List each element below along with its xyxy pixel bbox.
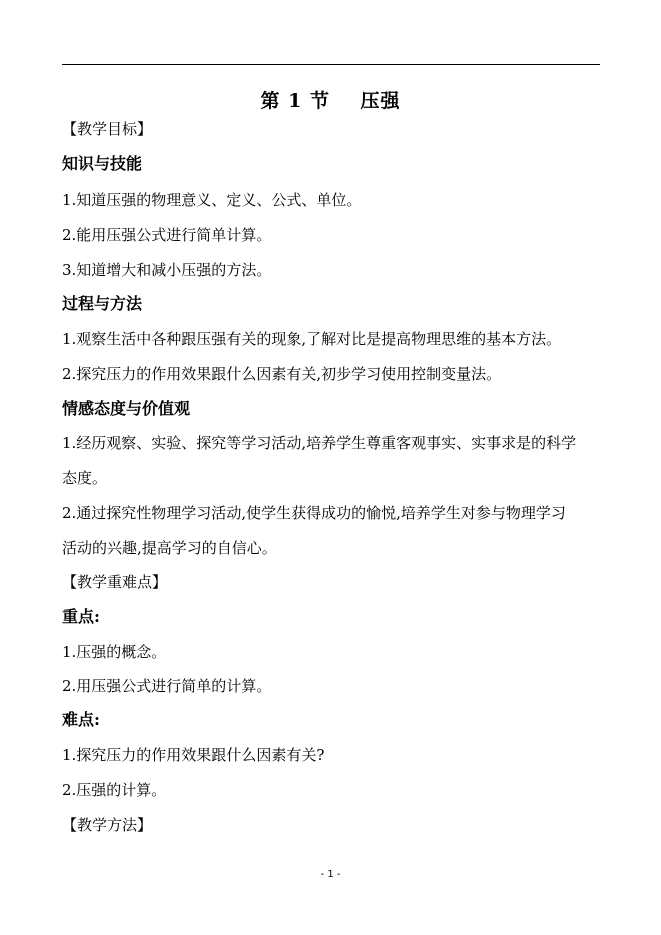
list-item: 1.探究压力的作用效果跟什么因素有关?: [62, 746, 325, 764]
subheading-emotion: 情感态度与价值观: [62, 399, 191, 418]
list-item-continuation: 态度。: [62, 469, 108, 487]
subheading-focus: 重点:: [62, 607, 100, 626]
list-item: 2.能用压强公式进行简单计算。: [62, 226, 272, 244]
section-header-keypoints: 【教学重难点】: [62, 573, 168, 591]
page-title: 第 1 节 压强: [260, 90, 401, 112]
list-item: 2.通过探究性物理学习活动,使学生获得成功的愉悦,培养学生对参与物理学习: [62, 504, 566, 522]
header-rule: [62, 64, 600, 65]
subheading-process: 过程与方法: [62, 294, 143, 313]
section-header-methods: 【教学方法】: [62, 816, 153, 834]
list-item: 2.探究压力的作用效果跟什么因素有关,初步学习使用控制变量法。: [62, 365, 502, 383]
list-item: 1.经历观察、实验、探究等学习活动,培养学生尊重客观事实、实事求是的科学: [62, 434, 577, 452]
subheading-difficulty: 难点:: [62, 710, 100, 729]
list-item: 1.知道压强的物理意义、定义、公式、单位。: [62, 191, 362, 209]
list-item: 1.观察生活中各种跟压强有关的现象,了解对比是提高物理思维的基本方法。: [62, 330, 562, 348]
list-item: 2.压强的计算。: [62, 781, 167, 799]
section-header-goals: 【教学目标】: [62, 120, 153, 138]
list-item-continuation: 活动的兴趣,提高学习的自信心。: [62, 539, 277, 557]
subheading-knowledge: 知识与技能: [62, 154, 143, 173]
list-item: 3.知道增大和减小压强的方法。: [62, 261, 272, 279]
page-number: - 1 -: [320, 869, 341, 880]
list-item: 1.压强的概念。: [62, 643, 167, 661]
list-item: 2.用压强公式进行简单的计算。: [62, 677, 272, 695]
